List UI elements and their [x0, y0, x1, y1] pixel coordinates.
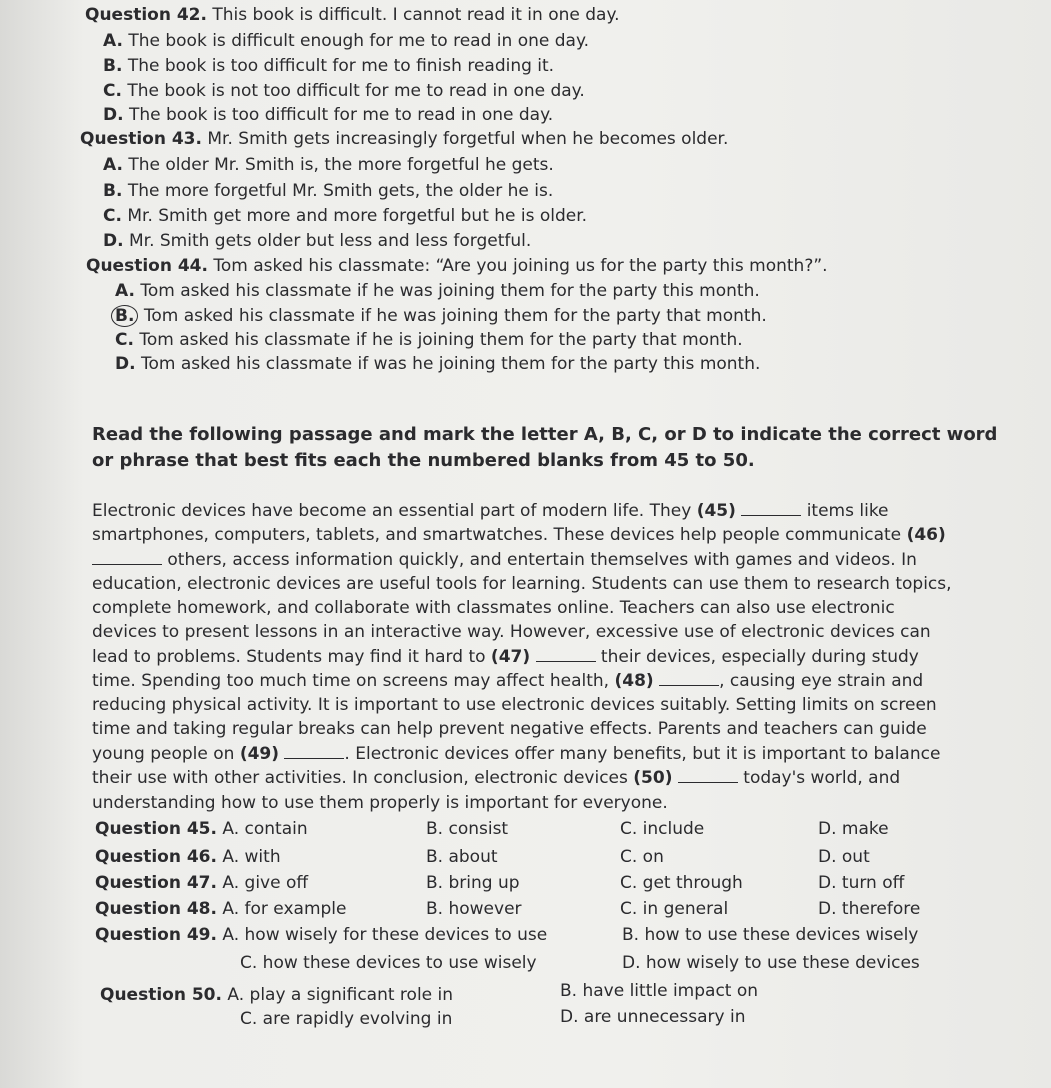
- answer-row-49: [95, 924, 547, 946]
- option-key: C.: [115, 330, 134, 350]
- blank: [92, 550, 162, 565]
- option-key: C.: [103, 206, 122, 226]
- blank-number: (46): [906, 525, 946, 545]
- option-b: B. have little impact on: [560, 981, 759, 1001]
- option-a: A. with: [222, 847, 281, 867]
- option-text: Tom asked his classmate if was he joining them for the party this month.: [140, 354, 761, 374]
- option-key: A.: [103, 155, 123, 175]
- question-prompt: Tom asked his classmate: “Are you joining us for the party this month?”.: [213, 256, 828, 276]
- passage-line: [92, 524, 946, 546]
- option-a: A. for example: [222, 899, 347, 919]
- option-line: [103, 55, 554, 77]
- option-d: D. turn off: [818, 873, 905, 893]
- passage-line: time and taking regular breaks can help prevent negative effects. Parents and teachers can guide: [92, 719, 927, 739]
- answer-row-48: [95, 898, 346, 920]
- option-key: D.: [103, 231, 124, 251]
- passage-line: complete homework, and collaborate with classmates online. Teachers can also use electronic: [92, 598, 895, 618]
- passage-line: [92, 743, 940, 765]
- option-a: A. play a significant role in: [227, 985, 454, 1005]
- option-c: C. include: [620, 819, 705, 839]
- option-text: The more forgetful Mr. Smith gets, the older he is.: [127, 181, 554, 201]
- option-a: A. contain: [222, 819, 308, 839]
- instruction-line-2: or phrase that best fits each the numbered blanks from 45 to 50.: [92, 450, 755, 471]
- question-number: Question 50.: [100, 985, 222, 1005]
- question-number: Question 47.: [95, 873, 217, 893]
- option-line: [103, 230, 531, 252]
- option-b: B. how to use these devices wisely: [622, 925, 919, 945]
- option-line: [103, 30, 589, 52]
- option-c: C. get through: [620, 873, 743, 893]
- option-line: [115, 305, 767, 327]
- option-line: [103, 154, 554, 176]
- option-d: D. make: [818, 819, 889, 839]
- question-number: Question 44.: [86, 256, 208, 276]
- option-b: B. consist: [426, 819, 509, 839]
- blank: [284, 744, 344, 759]
- option-c: C. in general: [620, 899, 729, 919]
- option-d: D. out: [818, 847, 870, 867]
- blank-number: (47): [490, 647, 531, 667]
- question-43-stem: [80, 128, 728, 150]
- option-line: [115, 329, 743, 351]
- question-prompt: Mr. Smith gets increasingly forgetful when he becomes older.: [207, 129, 729, 149]
- option-line: [115, 280, 760, 302]
- option-line: [103, 80, 585, 102]
- question-number: Question 43.: [80, 129, 202, 149]
- option-line: [103, 180, 553, 202]
- blank-number: (49): [239, 744, 280, 764]
- option-key: D.: [103, 105, 124, 125]
- passage-line: [92, 500, 889, 522]
- passage-text: their devices, especially during study: [595, 647, 919, 667]
- passage-text: time. Spending too much time on screens may affect health,: [92, 671, 615, 691]
- option-key: C.: [103, 81, 122, 101]
- blank-number: (50): [633, 768, 673, 788]
- option-text: The book is too difficult for me to finish reading it.: [127, 56, 555, 76]
- option-text: The book is difficult enough for me to read in one day.: [128, 31, 589, 51]
- passage-text: items like: [801, 501, 889, 521]
- option-key: A.: [115, 281, 135, 301]
- passage-text: smartphones, computers, tablets, and smartwatches. These devices help people communicate: [92, 525, 907, 545]
- option-key: B.: [103, 181, 123, 201]
- option-key: D.: [115, 354, 136, 374]
- passage-text: their use with other activities. In conclusion, electronic devices: [92, 768, 634, 788]
- option-d: D. are unnecessary in: [560, 1007, 746, 1027]
- option-text: Mr. Smith get more and more forgetful but he is older.: [127, 206, 588, 226]
- option-key: B.: [103, 56, 123, 76]
- option-a: A. how wisely for these devices to use: [222, 925, 548, 945]
- option-line: [103, 104, 553, 126]
- passage-line: devices to present lessons in an interactive way. However, excessive use of electronic devices can: [92, 622, 931, 642]
- answer-row-50: [100, 984, 453, 1006]
- passage-text: lead to problems. Students may find it hard to: [92, 647, 491, 667]
- passage-line: [92, 549, 917, 571]
- passage-line: education, electronic devices are useful tools for learning. Students can use them to research topics,: [92, 574, 952, 594]
- passage-line: reducing physical activity. It is important to use electronic devices suitably. Setting limits on screen: [92, 695, 937, 715]
- option-c: C. on: [620, 847, 664, 867]
- option-b: B. however: [426, 899, 522, 919]
- option-d: D. therefore: [818, 899, 921, 919]
- blank-number: (45): [696, 501, 736, 521]
- passage-line: [92, 646, 919, 668]
- blank: [659, 671, 719, 686]
- question-42-stem: [85, 4, 620, 26]
- question-number: Question 49.: [95, 925, 217, 945]
- passage-text: today's world, and: [737, 768, 901, 788]
- question-number: Question 48.: [95, 899, 217, 919]
- answer-row-45: [95, 818, 308, 840]
- blank-number: (48): [614, 671, 654, 691]
- option-text: Tom asked his classmate if he is joining them for the party that month.: [139, 330, 743, 350]
- option-b: B. about: [426, 847, 498, 867]
- option-a: A. give off: [222, 873, 309, 893]
- passage-line: [92, 767, 900, 789]
- passage-text: . Electronic devices offer many benefits, but it is important to balance: [344, 744, 941, 764]
- option-line: [115, 353, 760, 375]
- option-text: Tom asked his classmate if he was joining them for the party this month.: [140, 281, 760, 301]
- option-text: The older Mr. Smith is, the more forgetful he gets.: [128, 155, 554, 175]
- question-number: Question 42.: [85, 5, 207, 25]
- question-prompt: This book is difficult. I cannot read it in one day.: [212, 5, 620, 25]
- instruction-line-1: Read the following passage and mark the letter A, B, C, or D to indicate the correct word: [92, 424, 998, 445]
- option-c: C. are rapidly evolving in: [240, 1009, 453, 1029]
- passage-line: [92, 670, 923, 692]
- question-number: Question 46.: [95, 847, 217, 867]
- answer-row-47: [95, 872, 308, 894]
- blank: [741, 501, 801, 516]
- option-text: Mr. Smith gets older but less and less forgetful.: [128, 231, 532, 251]
- option-text: The book is not too difficult for me to read in one day.: [127, 81, 585, 101]
- question-44-stem: [86, 255, 828, 277]
- passage-text: Electronic devices have become an essential part of modern life. They: [92, 501, 697, 521]
- passage-line: understanding how to use them properly is important for everyone.: [92, 793, 668, 813]
- passage-text: others, access information quickly, and entertain themselves with games and videos. In: [162, 550, 917, 570]
- question-number: Question 45.: [95, 819, 217, 839]
- option-key: B.: [111, 305, 138, 327]
- option-c: C. how these devices to use wisely: [240, 953, 537, 973]
- option-text: Tom asked his classmate if he was joining them for the party that month.: [143, 306, 767, 326]
- blank: [678, 768, 738, 783]
- option-b: B. bring up: [426, 873, 520, 893]
- option-d: D. how wisely to use these devices: [622, 953, 920, 973]
- passage-text: , causing eye strain and: [719, 671, 924, 691]
- passage-text: young people on: [92, 744, 240, 764]
- answer-row-46: [95, 846, 281, 868]
- option-line: [103, 205, 587, 227]
- blank: [536, 647, 596, 662]
- option-text: The book is too difficult for me to read in one day.: [128, 105, 554, 125]
- option-key: A.: [103, 31, 123, 51]
